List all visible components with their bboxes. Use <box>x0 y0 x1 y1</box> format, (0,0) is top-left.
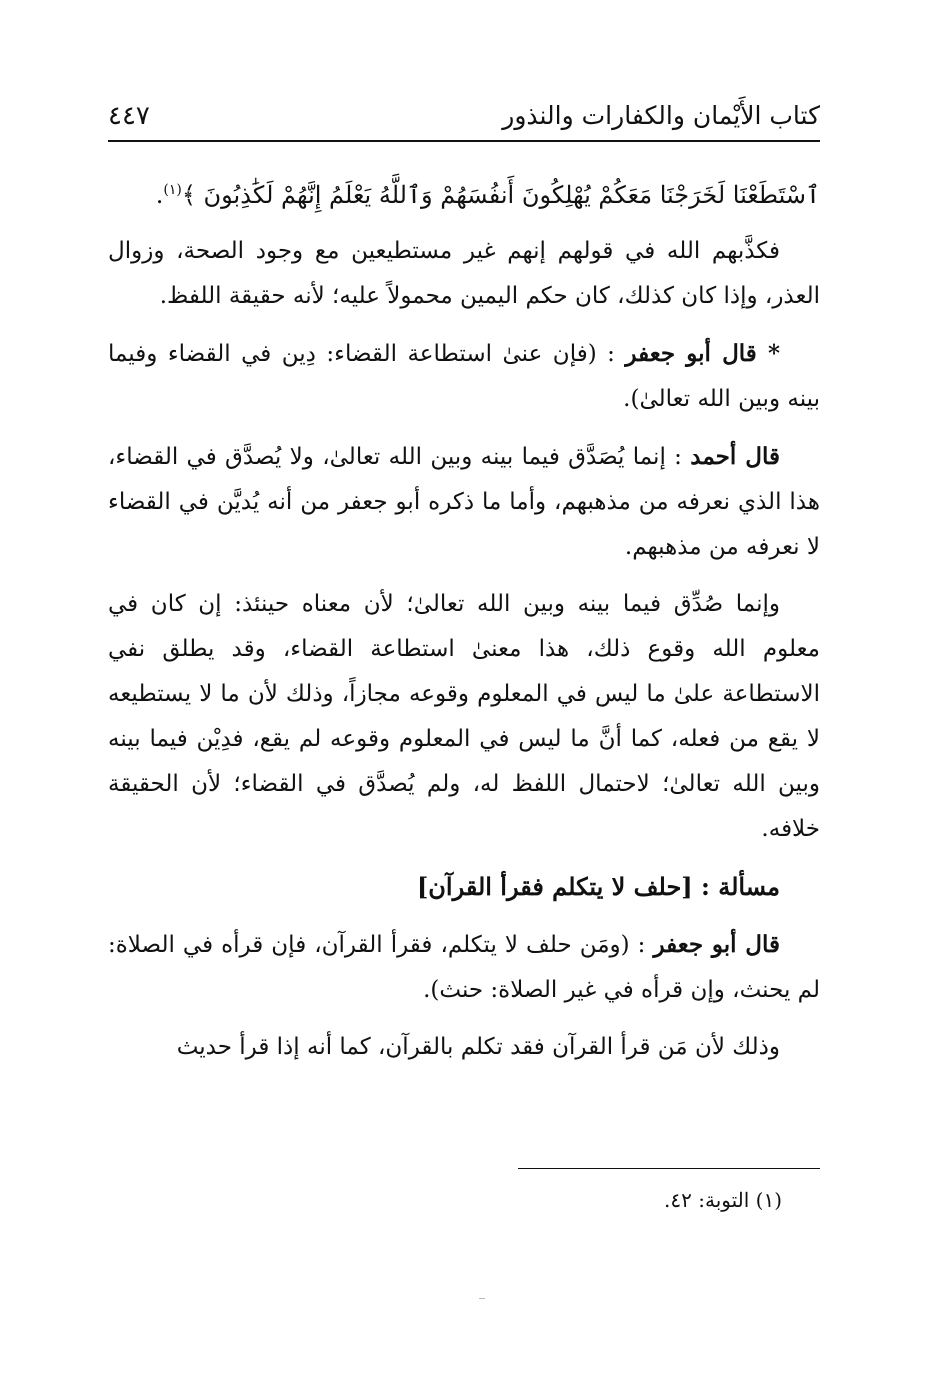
quran-verse <box>108 170 820 215</box>
paragraph-1-text: فكذَّبهم الله في قولهم إنهم غير مستطيعين مع وجود الصحة، وزوال العذر، وإذا كان كذلك، كان حكم اليمين محمولاً عليه؛ لأنه حقيقة اللفظ. <box>108 238 820 309</box>
issue-heading <box>108 864 820 910</box>
footnote-marker: (١) <box>163 182 182 198</box>
paragraph-1 <box>108 229 820 319</box>
main-text <box>108 170 820 1082</box>
page-number: ٤٤٧ <box>108 101 150 131</box>
footnote: (١) التوبة: ٤٢. <box>664 1188 782 1212</box>
paragraph-2-text: : (فإن عنىٰ استطاعة القضاء: دِين في القضاء وفيما بينه وبين الله تعالىٰ). <box>108 341 820 412</box>
speaker-abu-jafar: * قال أبو جعفر <box>625 340 781 367</box>
page-header <box>108 96 820 142</box>
issue-label: مسألة : <box>701 872 780 901</box>
paragraph-5 <box>108 922 820 1013</box>
footnote-separator <box>518 1168 820 1169</box>
verse-end: . <box>155 181 164 209</box>
speaker-ahmad: قال أحمد <box>690 443 781 470</box>
paragraph-6 <box>108 1025 820 1070</box>
speaker-abu-jafar-2: قال أبو جعفر <box>653 931 780 958</box>
page-mark <box>479 1298 485 1299</box>
paragraph-4-text: وإنما صُدِّق فيما بينه وبين الله تعالىٰ؛ لأن معناه حينئذ: إن كان في معلوم الله وقوع ذلك، هذا معنىٰ استطاعة القضاء، وقد يطلق نفي الاستطاعة علىٰ ما ليس في المعلوم وقوعه مجازاً، وذلك لأن ما لا يستطيعه لا يقع من فعله، كما أنَّ ما ليس في المعلوم وقوعه لم يقع، فدِيْن فيما بينه وبين الله تعالىٰ؛ لاحتمال اللفظ له، ولم يُصدَّق في القضاء؛ لأن الحقيقة خلافه. <box>108 591 820 842</box>
paragraph-6-text: وذلك لأن مَن قرأ القرآن فقد تكلم بالقرآن، كما أنه إذا قرأ حديث <box>176 1034 780 1060</box>
paragraph-5-text: : (ومَن حلف لا يتكلم، فقرأ القرآن، فإن قرأه في الصلاة: لم يحنث، وإن قرأه في غير الصلاة: حنث). <box>108 932 820 1003</box>
issue-title: [حلف لا يتكلم فقرأ القرآن] <box>416 872 693 901</box>
paragraph-3 <box>108 434 820 570</box>
paragraph-2 <box>108 331 820 422</box>
paragraph-3-text: : إنما يُصَدَّق فيما بينه وبين الله تعالىٰ، ولا يُصدَّق في القضاء، هذا الذي نعرفه من مذهبهم، وأما ما ذكره أبو جعفر من أنه يُديَّن في القضاء لا نعرفه من مذهبهم. <box>108 444 820 560</box>
running-title: كتاب الأَيْمان والكفارات والنذور <box>502 101 820 130</box>
paragraph-4 <box>108 582 820 852</box>
verse-text: ٱسْتَطَعْنَا لَخَرَجْنَا مَعَكُمْ يُهْلِكُونَ أَنفُسَهُمْ وَٱللَّهُ يَعْلَمُ إِنَّهُمْ لَكَٰذِبُونَ ﴾ <box>181 181 820 209</box>
